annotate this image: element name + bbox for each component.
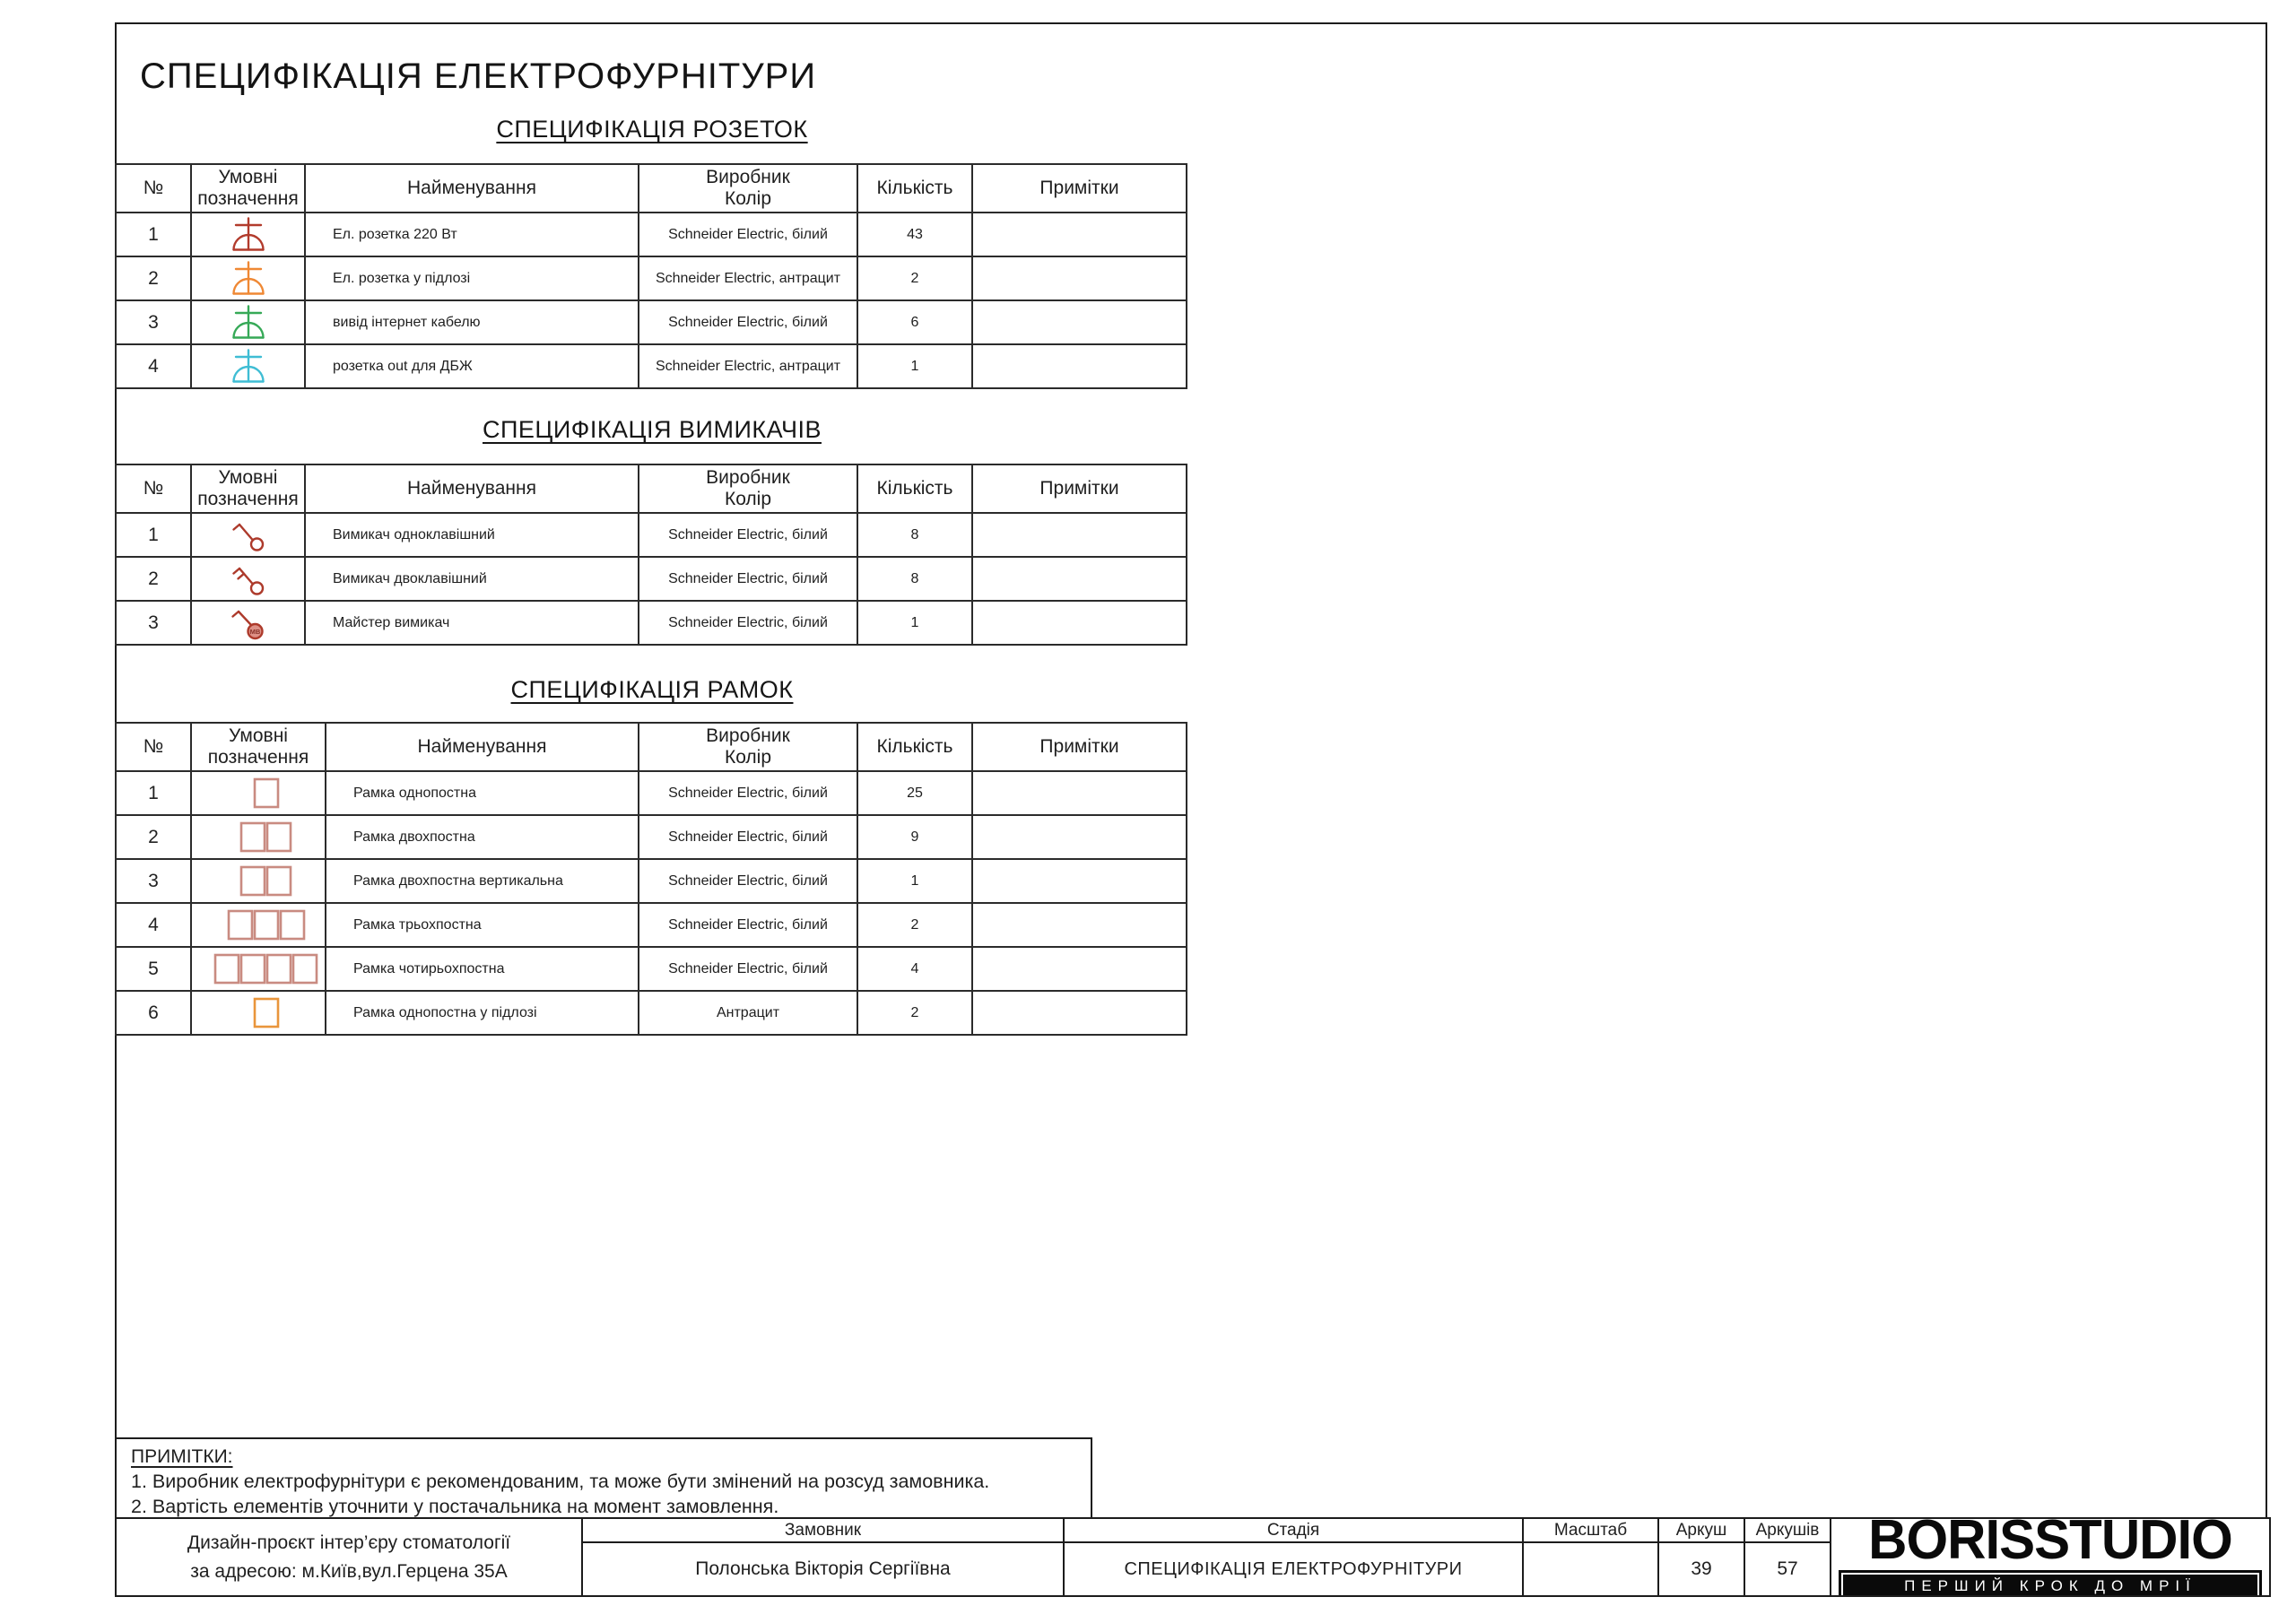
cell-name: розетка out для ДБЖ xyxy=(305,344,639,388)
note-item: 1. Виробник електрофурнітури є рекомендованим, та може бути змінений на розсуд замовника. xyxy=(131,1471,990,1492)
col-header-num: № xyxy=(116,464,191,513)
frame-1-icon xyxy=(253,777,284,810)
cell-num: 2 xyxy=(116,557,191,601)
cell-name: Рамка двохпостна вертикальна xyxy=(326,859,639,903)
cell-num: 3 xyxy=(116,300,191,344)
spec-table-frames xyxy=(115,722,1187,1036)
table-row xyxy=(116,213,1187,256)
cell-manufacturer: Schneider Electric, білий xyxy=(639,300,857,344)
cell-notes xyxy=(972,771,1187,815)
cell-notes xyxy=(972,213,1187,256)
cell-name: Вимикач одноклавішний xyxy=(305,513,639,557)
cell-name: вивід інтернет кабелю xyxy=(305,300,639,344)
col-header-symbol: Умовні позначення xyxy=(191,723,326,771)
cell-name: Рамка однопостна у підлозі xyxy=(326,991,639,1035)
cell-notes xyxy=(972,947,1187,991)
sheet-value: 39 xyxy=(1659,1543,1745,1595)
cell-manufacturer: Антрацит xyxy=(639,991,857,1035)
cell-qty: 1 xyxy=(857,859,972,903)
sheets-value: 57 xyxy=(1745,1543,1831,1595)
table-row xyxy=(116,601,1187,645)
cell-manufacturer: Schneider Electric, антрацит xyxy=(639,256,857,300)
cell-manufacturer: Schneider Electric, білий xyxy=(639,771,857,815)
table-row xyxy=(116,815,1187,859)
cell-symbol xyxy=(191,344,305,388)
notes-title: ПРИМІТКИ: xyxy=(131,1446,233,1467)
cell-notes xyxy=(972,601,1187,645)
studio-logo xyxy=(1831,1519,2269,1595)
table-row xyxy=(116,771,1187,815)
cell-name: Рамка двохпостна xyxy=(326,815,639,859)
col-header-symbol: Умовні позначення xyxy=(191,164,305,213)
svg-text:МВ: МВ xyxy=(249,627,260,636)
col-header-qty: Кількість xyxy=(857,164,972,213)
switches-heading: СПЕЦИФІКАЦІЯ ВИМИКАЧІВ xyxy=(483,416,822,443)
cell-notes xyxy=(972,859,1187,903)
cell-notes xyxy=(972,513,1187,557)
frame-3-icon xyxy=(227,909,310,942)
cell-symbol xyxy=(191,557,305,601)
cell-notes xyxy=(972,344,1187,388)
frame-1-floor-icon xyxy=(253,997,284,1029)
cell-manufacturer: Schneider Electric, білий xyxy=(639,513,857,557)
cell-qty: 9 xyxy=(857,815,972,859)
cell-symbol xyxy=(191,991,326,1035)
cell-manufacturer: Schneider Electric, білий xyxy=(639,213,857,256)
table-row xyxy=(116,256,1187,300)
col-header-symbol: Умовні позначення xyxy=(191,464,305,513)
cell-name: Ел. розетка 220 Вт xyxy=(305,213,639,256)
cell-symbol xyxy=(191,256,305,300)
spec-table-switches xyxy=(115,464,1187,646)
cell-qty: 6 xyxy=(857,300,972,344)
cell-manufacturer: Schneider Electric, білий xyxy=(639,601,857,645)
cell-qty: 2 xyxy=(857,256,972,300)
sheets-label: Аркушів xyxy=(1745,1519,1831,1543)
switch-double-icon xyxy=(230,562,266,596)
cell-num: 1 xyxy=(116,513,191,557)
cell-symbol xyxy=(191,771,326,815)
col-header-manufacturer: Виробник Колір xyxy=(639,164,857,213)
table-header-row xyxy=(116,464,1187,513)
col-header-notes: Примітки xyxy=(972,464,1187,513)
sockets-heading: СПЕЦИФІКАЦІЯ РОЗЕТОК xyxy=(496,116,808,143)
logo-wordmark: BORISSTUDIO xyxy=(1868,1519,2232,1571)
cell-qty: 2 xyxy=(857,903,972,947)
table-row xyxy=(116,557,1187,601)
cell-num: 4 xyxy=(116,903,191,947)
cell-manufacturer: Schneider Electric, антрацит xyxy=(639,344,857,388)
cell-notes xyxy=(972,557,1187,601)
notes-box xyxy=(115,1437,1092,1519)
client-value: Полонська Вікторія Сергіївна xyxy=(583,1543,1065,1595)
table-row xyxy=(116,859,1187,903)
cell-name: Ел. розетка у підлозі xyxy=(305,256,639,300)
switch-single-icon xyxy=(230,518,266,552)
spec-table-sockets xyxy=(115,163,1187,389)
cell-name: Майстер вимикач xyxy=(305,601,639,645)
cell-manufacturer: Schneider Electric, білий xyxy=(639,947,857,991)
table-row xyxy=(116,991,1187,1035)
col-header-notes: Примітки xyxy=(972,723,1187,771)
cell-symbol xyxy=(191,601,305,645)
cell-num: 3 xyxy=(116,859,191,903)
cell-num: 4 xyxy=(116,344,191,388)
project-line: Дизайн-проєкт інтер’єру стоматології xyxy=(187,1532,511,1553)
cell-num: 1 xyxy=(116,771,191,815)
cell-notes xyxy=(972,815,1187,859)
col-header-num: № xyxy=(116,164,191,213)
drawing-frame xyxy=(115,22,2267,1593)
cell-name: Рамка однопостна xyxy=(326,771,639,815)
table-header-row xyxy=(116,723,1187,771)
frame-2-icon xyxy=(239,865,297,898)
project-line: за адресою: м.Київ,вул.Герцена 35А xyxy=(190,1560,508,1582)
cell-num: 2 xyxy=(116,815,191,859)
col-header-name: Найменування xyxy=(326,723,639,771)
cell-name: Вимикач двоклавішний xyxy=(305,557,639,601)
cell-name: Рамка трьохпостна xyxy=(326,903,639,947)
cell-qty: 43 xyxy=(857,213,972,256)
col-header-manufacturer: Виробник Колір xyxy=(639,464,857,513)
cell-symbol xyxy=(191,947,326,991)
cell-num: 2 xyxy=(116,256,191,300)
page-title: СПЕЦИФІКАЦІЯ ЕЛЕКТРОФУРНІТУРИ xyxy=(140,56,817,96)
master-switch-icon xyxy=(230,606,266,640)
client-label: Замовник xyxy=(583,1519,1065,1543)
cell-symbol xyxy=(191,300,305,344)
cell-num: 5 xyxy=(116,947,191,991)
title-block xyxy=(115,1517,2271,1597)
col-header-num: № xyxy=(116,723,191,771)
note-item: 2. Вартість елементів уточнити у постачальника на момент замовлення. xyxy=(131,1495,779,1517)
cell-qty: 8 xyxy=(857,513,972,557)
cell-manufacturer: Schneider Electric, білий xyxy=(639,903,857,947)
cell-notes xyxy=(972,903,1187,947)
frames-heading: СПЕЦИФІКАЦІЯ РАМОК xyxy=(510,676,794,703)
col-header-notes: Примітки xyxy=(972,164,1187,213)
socket-icon xyxy=(229,349,268,385)
table-header-row xyxy=(116,164,1187,213)
cell-symbol xyxy=(191,513,305,557)
col-header-qty: Кількість xyxy=(857,723,972,771)
cell-symbol xyxy=(191,859,326,903)
cell-notes xyxy=(972,300,1187,344)
cell-manufacturer: Schneider Electric, білий xyxy=(639,815,857,859)
cell-name: Рамка чотирьохпостна xyxy=(326,947,639,991)
frame-4-icon xyxy=(213,953,323,985)
table-row xyxy=(116,300,1187,344)
cell-symbol xyxy=(191,213,305,256)
project-info xyxy=(117,1519,583,1595)
cell-manufacturer: Schneider Electric, білий xyxy=(639,859,857,903)
col-header-manufacturer: Виробник Колір xyxy=(639,723,857,771)
table-row xyxy=(116,903,1187,947)
sheet-label: Аркуш xyxy=(1659,1519,1745,1543)
scale-value xyxy=(1524,1543,1659,1595)
logo-tagline: ПЕРШИЙ КРОК ДО МРІЇ xyxy=(1839,1570,2262,1595)
stage-label: Стадія xyxy=(1065,1519,1524,1543)
table-row xyxy=(116,947,1187,991)
cell-num: 6 xyxy=(116,991,191,1035)
col-header-name: Найменування xyxy=(305,464,639,513)
socket-icon xyxy=(229,217,268,253)
cell-symbol xyxy=(191,903,326,947)
cell-notes xyxy=(972,256,1187,300)
table-row xyxy=(116,513,1187,557)
cell-qty: 1 xyxy=(857,344,972,388)
col-header-name: Найменування xyxy=(305,164,639,213)
cell-num: 1 xyxy=(116,213,191,256)
cell-qty: 4 xyxy=(857,947,972,991)
socket-icon xyxy=(229,305,268,341)
frame-2-icon xyxy=(239,821,297,854)
cell-num: 3 xyxy=(116,601,191,645)
cell-qty: 25 xyxy=(857,771,972,815)
col-header-qty: Кількість xyxy=(857,464,972,513)
cell-manufacturer: Schneider Electric, білий xyxy=(639,557,857,601)
cell-qty: 2 xyxy=(857,991,972,1035)
socket-icon xyxy=(229,261,268,297)
scale-label: Масштаб xyxy=(1524,1519,1659,1543)
cell-notes xyxy=(972,991,1187,1035)
stage-value: СПЕЦИФІКАЦІЯ ЕЛЕКТРОФУРНІТУРИ xyxy=(1065,1543,1524,1595)
table-row xyxy=(116,344,1187,388)
cell-qty: 1 xyxy=(857,601,972,645)
cell-symbol xyxy=(191,815,326,859)
cell-qty: 8 xyxy=(857,557,972,601)
